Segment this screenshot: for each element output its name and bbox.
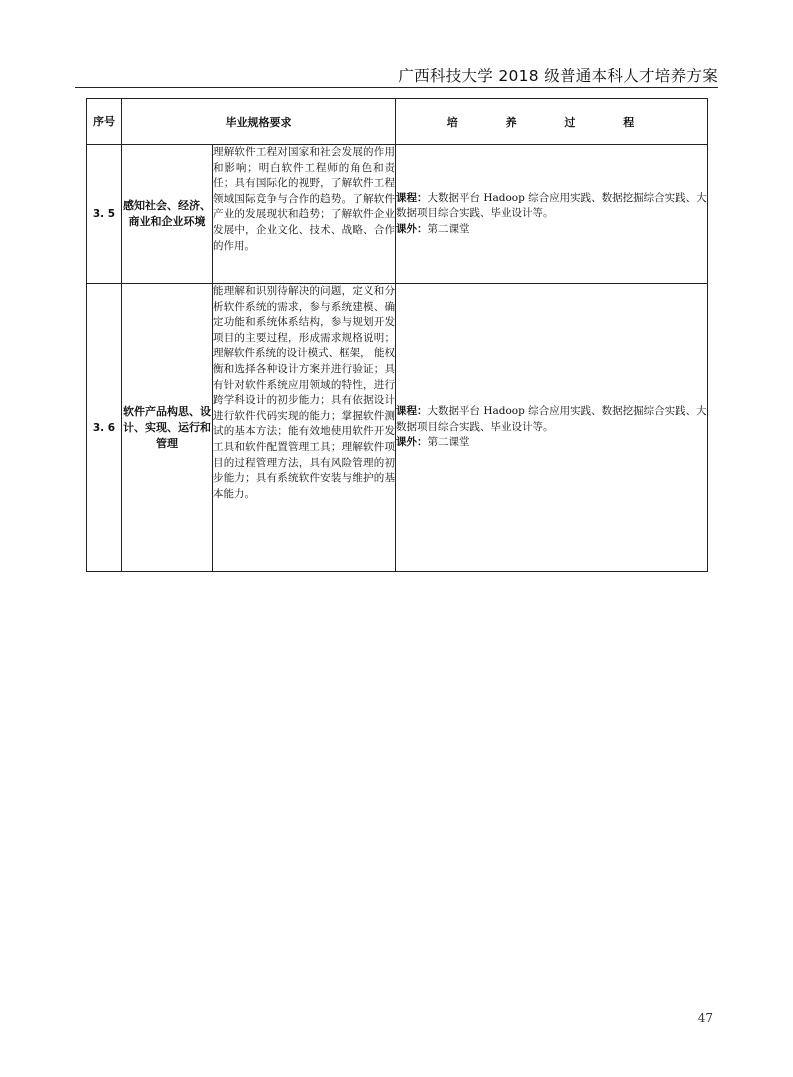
- header-no: 序号: [87, 99, 122, 145]
- training-process: [396, 284, 708, 572]
- extracurricular-text: 第二课堂: [427, 436, 470, 449]
- requirement-description: 能理解和识别待解决的问题，定义和分析软件系统的需求，参与系统建模、确定功能和系统体系结构，参与规划开发项目的主要过程，形成需求规格说明；理解软件系统的设计模式、框架， 能权衡和选择各种设计方案并进行验证；具有针对软件系统应用领域的特性，进行跨学科设计的初步能力；具有依据设计进行软件代码实现的能力；掌握软件测试的基本方法；能有效地使用软件开发工具和软件配置管理工具；理解软件项目的过程管理方法，具有风险管理的初步能力；具有系统软件安装与维护的基本能力。: [213, 284, 396, 572]
- training-process: [396, 145, 708, 284]
- header-process-label: 培 养 过 程: [446, 115, 657, 129]
- header-process: [396, 99, 708, 145]
- course-label: 课程：: [396, 191, 428, 204]
- requirement-name: 软件产品构思、设计、实现、运行和管理: [122, 284, 213, 572]
- course-text: 大数据平台 Hadoop 综合应用实践、数据挖掘综合实践、大数据项目综合实践、毕业设计等。: [396, 191, 707, 220]
- document-header-title: 广西科技大学 2018 级普通本科人才培养方案: [398, 67, 718, 85]
- table-row: [87, 284, 708, 572]
- graduation-requirements-table: [86, 98, 708, 572]
- course-text: 大数据平台 Hadoop 综合应用实践、数据挖掘综合实践、大数据项目综合实践、毕业设计等。: [396, 405, 707, 433]
- row-number: 3. 5: [87, 145, 122, 284]
- extracurricular-label: 课外：: [396, 436, 428, 449]
- extracurricular-text: 第二课堂: [427, 222, 470, 235]
- table-row: [87, 145, 708, 284]
- page-number: 47: [697, 1011, 713, 1025]
- header-divider: [75, 87, 718, 88]
- course-label: 课程：: [396, 405, 428, 418]
- row-number: 3. 6: [87, 284, 122, 572]
- table-header-row: [87, 99, 708, 145]
- header-requirement: 毕业规格要求: [122, 99, 396, 145]
- extracurricular-label: 课外：: [396, 222, 428, 235]
- requirement-description: 理解软件工程对国家和社会发展的作用和影响；明白软件工程师的角色和责任；具有国际化的视野，了解软件工程领域国际竞争与合作的趋势。了解软件产业的发展现状和趋势；了解软件企业发展中，企业文化、技术、战略、合作的作用。: [213, 145, 396, 284]
- requirement-name: 感知社会、经济、商业和企业环境: [122, 145, 213, 284]
